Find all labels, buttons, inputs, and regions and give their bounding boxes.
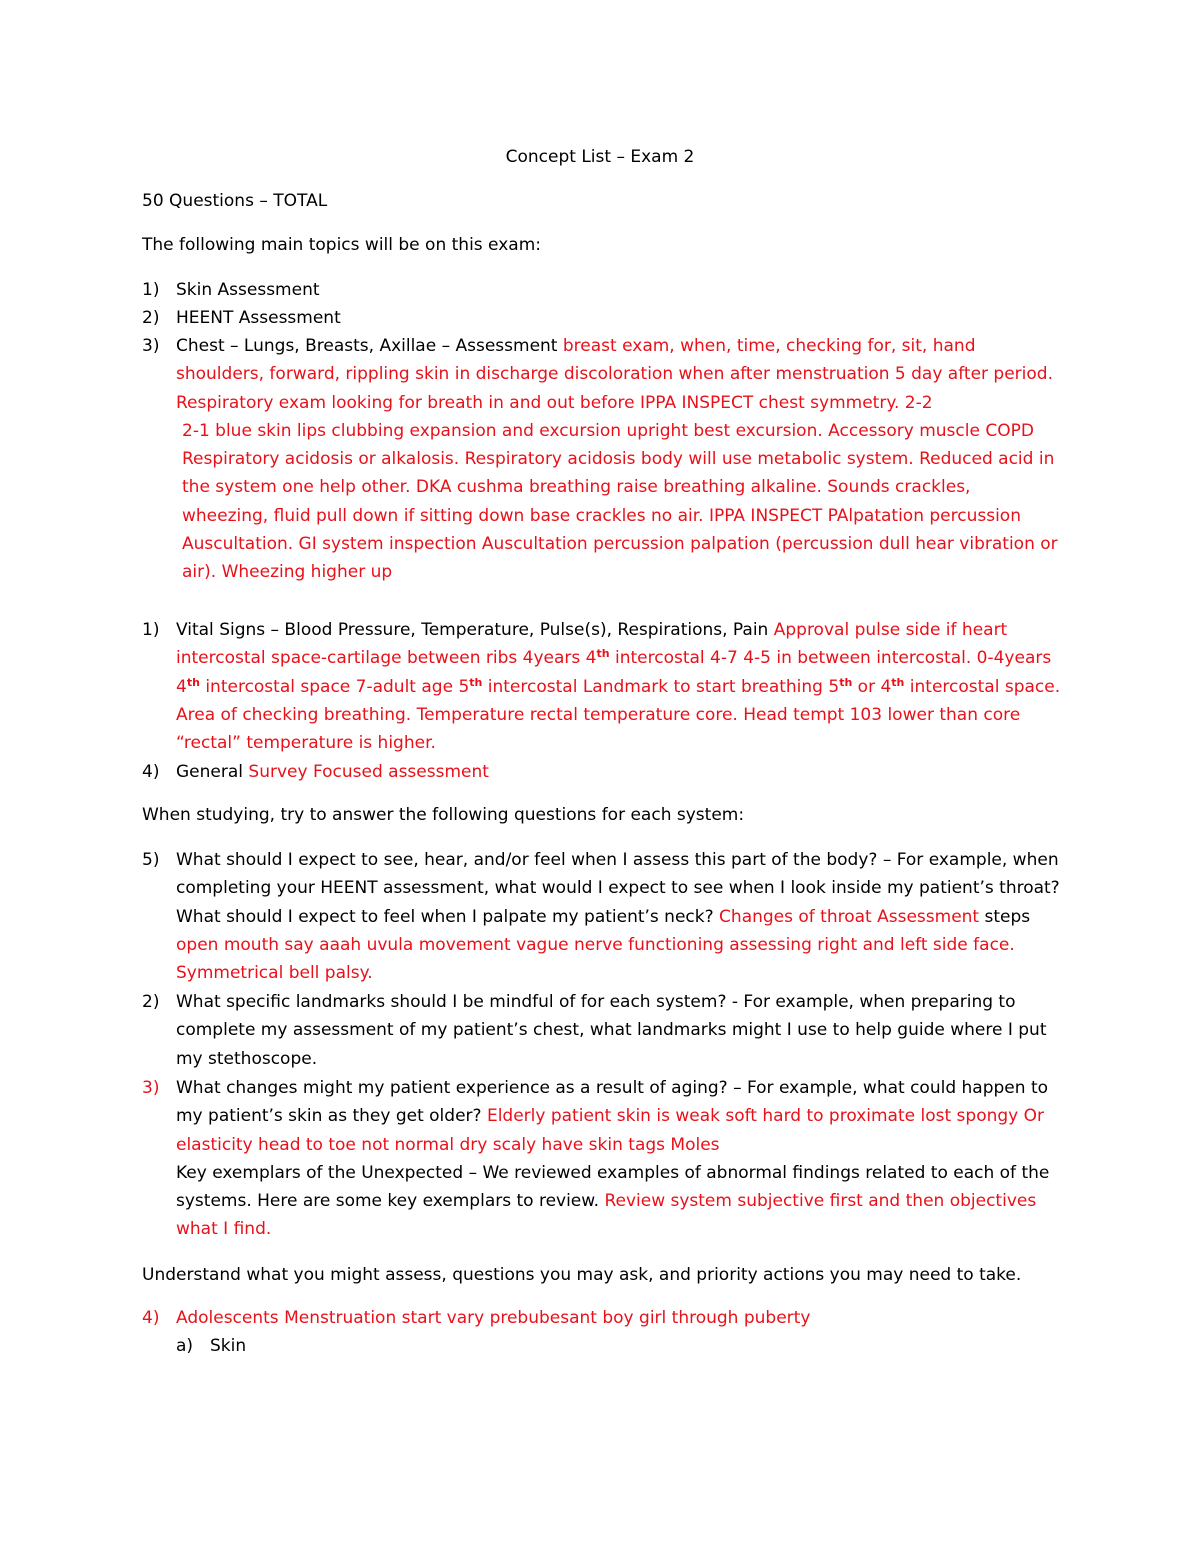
understand-text: Understand what you might assess, questions you may ask, and priority actions you may need to take. <box>142 1265 1022 1285</box>
list-text: steps <box>984 906 1031 927</box>
handwritten-note: Review system subjective first and then objectives what I find. <box>176 1191 1037 1240</box>
list-number: 3) <box>142 1078 160 1098</box>
intro-text: The following main topics will be on this exam: <box>142 235 541 255</box>
handwritten-note: Elderly patient skin is weak soft hard to proximate lost spongy Or elasticity head to toe not normal dry scaly have skin tags Moles <box>176 1106 1044 1155</box>
list-number: 2) <box>142 308 160 328</box>
list-letter: a) <box>176 1336 194 1356</box>
studying-intro: When studying, try to answer the following questions for each system: <box>142 805 745 825</box>
list-text: HEENT Assessment <box>176 308 341 328</box>
list-text: Key exemplars of the Unexpected – We reviewed examples of abnormal findings related to each of the systems. Here are some key exemplars to review. <box>176 1162 1050 1212</box>
list-text: What changes might my patient experience as a result of aging? – For example, what could happen to my patient’s skin as they get older? <box>176 1078 1049 1127</box>
handwritten-note: 2-1 blue skin lips clubbing expansion and excursion upright best excursion. Accessory muscle COPD Respiratory acidosis or alkalosis. Respiratory acidosis body will use metabolic system. Reduced acid in the system one help other. DKA cushma breathing raise breathing alkaline. Sounds crackles, wheezing, fluid pull down if sitting down base crackles no air. IPPA INSPECT PAlpatation percussion Auscultation. GI system inspection Auscultation percussion palpation (percussion dull hear vibration or air). Wheezing higher up <box>182 420 1058 583</box>
list-text: What specific landmarks should I be mindful of for each system? - For example, when preparing to complete my assessment of my patient’s chest, what landmarks might I use to help guide where I put my stethoscope. <box>176 992 1047 1069</box>
page-title: Concept List – Exam 2 <box>505 147 695 167</box>
list-text: What should I expect to see, hear, and/or feel when I assess this part of the body? – For example, when completing your HEENT assessment, what would I expect to see when I look inside my patient’s throat? What should I expect to feel when I palpate my patient’s neck? <box>176 850 1060 927</box>
list-number: 1) <box>142 620 160 640</box>
handwritten-note: Changes of throat Assessment <box>719 906 980 927</box>
list-text: Skin Assessment <box>176 280 320 300</box>
handwritten-note: Survey Focused assessment <box>248 762 489 782</box>
list-number: 1) <box>142 280 160 300</box>
handwritten-note: Approval pulse side if heart intercostal space-cartilage between ribs 4years 4th intercostal 4-7 4-5 in between intercostal. 0-4years 4th intercostal space 7-adult age 5th intercostal Landmark to start breathing 5th or 4th intercostal space. Area of checking breathing. Temperature rectal temperature core. Head tempt 103 lower than core “rectal” temperature is higher. <box>176 620 1061 754</box>
list-text: General <box>176 762 243 782</box>
handwritten-note: breast exam, when, time, checking for, sit, hand shoulders, forward, rippling skin in discharge discoloration when after menstruation 5 day after period. <box>176 336 1053 385</box>
list-number: 4) <box>142 762 160 782</box>
list-number: 5) <box>142 850 160 870</box>
list-text: Skin <box>210 1336 247 1356</box>
list-number: 3) <box>142 336 160 356</box>
list-text: Vital Signs – Blood Pressure, Temperature, Pulse(s), Respirations, Pain <box>176 620 769 640</box>
handwritten-note: Respiratory exam looking for breath in and out before IPPA INSPECT chest symmetry. 2-2 <box>176 392 933 413</box>
handwritten-note: open mouth say aaah uvula movement vague nerve functioning assessing right and left side face. Symmetrical bell palsy. <box>176 934 1015 984</box>
questions-total: 50 Questions – TOTAL <box>142 191 328 211</box>
handwritten-note: Adolescents Menstruation start vary prebubesant boy girl through puberty <box>176 1308 811 1328</box>
list-number: 4) <box>142 1308 160 1328</box>
list-text: Chest – Lungs, Breasts, Axillae – Assessment <box>176 336 558 356</box>
list-number: 2) <box>142 992 160 1012</box>
